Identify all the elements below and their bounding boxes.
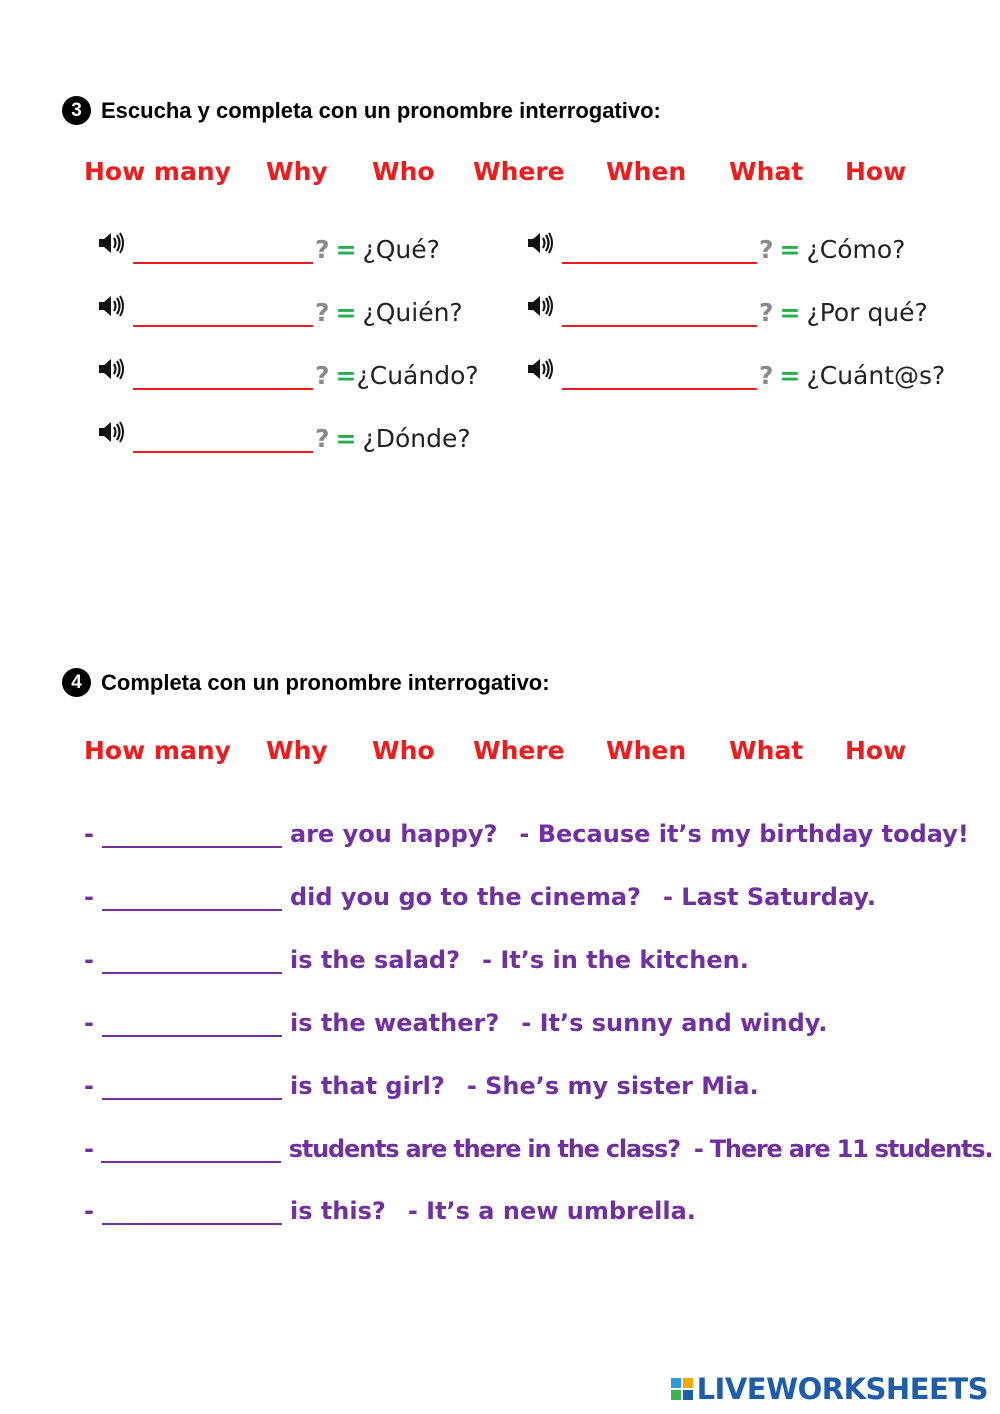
section-3-title-text: Escucha y completa con un pronombre interrogativo: — [101, 97, 661, 123]
listening-item — [526, 354, 945, 390]
sentence-question: is the salad? — [289, 946, 461, 974]
speaker-icon[interactable] — [97, 294, 125, 324]
question-mark: ? — [315, 235, 330, 264]
sentence-question: is the weather? — [289, 1009, 500, 1037]
liveworksheets-logo-icon — [671, 1378, 693, 1400]
word-bank-item: How — [845, 157, 907, 186]
question-mark: ? — [315, 424, 330, 453]
speaker-icon[interactable] — [97, 231, 125, 261]
word-bank-item: Who — [372, 736, 435, 765]
answer-blank[interactable] — [101, 1135, 281, 1163]
question-mark: ? — [759, 361, 774, 390]
listening-item — [97, 417, 471, 453]
word-bank-item: Where — [473, 736, 565, 765]
word-bank-item: Why — [266, 157, 328, 186]
sentence-item — [84, 1191, 696, 1225]
word-bank-item: Why — [266, 736, 328, 765]
spanish-translation: ¿Por qué? — [806, 298, 928, 327]
answer-blank[interactable] — [562, 297, 757, 327]
sentence-answer: - It’s in the kitchen. — [482, 946, 749, 974]
listening-item — [97, 354, 479, 390]
sentence-answer: - She’s my sister Mia. — [466, 1072, 759, 1100]
equals-sign: = — [779, 298, 801, 327]
word-bank-item: Who — [372, 157, 435, 186]
sentence-answer: - Because it’s my birthday today! — [519, 820, 969, 848]
question-mark: ? — [315, 298, 330, 327]
spanish-translation: ¿Cuánt@s? — [806, 361, 946, 390]
sentence-item — [84, 814, 969, 848]
answer-blank[interactable] — [102, 883, 282, 911]
sentence-question: did you go to the cinema? — [289, 883, 641, 911]
word-bank-item: When — [606, 736, 687, 765]
answer-blank[interactable] — [562, 360, 757, 390]
equals-sign: = — [335, 298, 357, 327]
answer-blank[interactable] — [102, 1072, 282, 1100]
logo-text: LIVEWORKSHEETS — [696, 1372, 988, 1406]
spanish-translation: ¿Quién? — [362, 298, 463, 327]
equals-sign: = — [335, 235, 357, 264]
sentence-question: students are there in the class? — [288, 1135, 680, 1163]
answer-blank[interactable] — [102, 1197, 282, 1225]
spanish-translation: ¿Qué? — [362, 235, 440, 264]
section-3-number: 3 — [62, 96, 91, 125]
sentence-question: is that girl? — [289, 1072, 445, 1100]
answer-blank[interactable] — [562, 234, 757, 264]
equals-sign: = — [779, 361, 801, 390]
listening-item — [526, 228, 905, 264]
spanish-translation: ¿Dónde? — [362, 424, 471, 453]
equals-sign: = — [779, 235, 801, 264]
word-bank-item: Where — [473, 157, 565, 186]
sentence-dash: - — [84, 1009, 94, 1037]
question-mark: ? — [315, 361, 330, 390]
section-4-number: 4 — [62, 668, 91, 697]
word-bank-item: How many — [84, 157, 231, 186]
spanish-translation: ¿Cuándo? — [356, 361, 479, 390]
listening-item — [97, 291, 463, 327]
sentence-answer: - It’s a new umbrella. — [407, 1197, 696, 1225]
word-bank-item: What — [729, 736, 804, 765]
equals-sign: = — [335, 424, 357, 453]
listening-item — [526, 291, 928, 327]
section-4-title — [62, 668, 550, 697]
sentence-dash: - — [84, 946, 94, 974]
speaker-icon[interactable] — [526, 294, 554, 324]
speaker-icon[interactable] — [526, 231, 554, 261]
sentence-item — [84, 1129, 992, 1163]
spanish-translation: ¿Cómo? — [806, 235, 906, 264]
sentence-dash: - — [84, 1072, 94, 1100]
sentence-item — [84, 940, 749, 974]
sentence-question: is this? — [289, 1197, 386, 1225]
section-3-title — [62, 96, 661, 125]
word-bank-item: When — [606, 157, 687, 186]
word-bank-item: How many — [84, 736, 231, 765]
answer-blank[interactable] — [133, 234, 313, 264]
sentence-dash: - — [84, 1135, 93, 1163]
sentence-item — [84, 1066, 759, 1100]
speaker-icon[interactable] — [526, 357, 554, 387]
sentence-answer: - It’s sunny and windy. — [521, 1009, 828, 1037]
word-bank-item: What — [729, 157, 804, 186]
sentence-item — [84, 1003, 827, 1037]
listening-item — [97, 228, 440, 264]
liveworksheets-logo[interactable] — [671, 1372, 988, 1406]
answer-blank[interactable] — [102, 946, 282, 974]
answer-blank[interactable] — [102, 820, 282, 848]
word-bank-item: How — [845, 736, 907, 765]
equals-sign: = — [335, 361, 357, 390]
question-mark: ? — [759, 235, 774, 264]
answer-blank[interactable] — [133, 297, 313, 327]
section-4-title-text: Completa con un pronombre interrogativo: — [101, 669, 550, 695]
sentence-question: are you happy? — [289, 820, 498, 848]
answer-blank[interactable] — [133, 423, 313, 453]
speaker-icon[interactable] — [97, 420, 125, 450]
sentence-answer: - There are 11 students. — [693, 1135, 993, 1163]
sentence-item — [84, 877, 876, 911]
sentence-dash: - — [84, 1197, 94, 1225]
answer-blank[interactable] — [133, 360, 313, 390]
question-mark: ? — [759, 298, 774, 327]
answer-blank[interactable] — [102, 1009, 282, 1037]
sentence-answer: - Last Saturday. — [662, 883, 876, 911]
speaker-icon[interactable] — [97, 357, 125, 387]
sentence-dash: - — [84, 820, 94, 848]
sentence-dash: - — [84, 883, 94, 911]
